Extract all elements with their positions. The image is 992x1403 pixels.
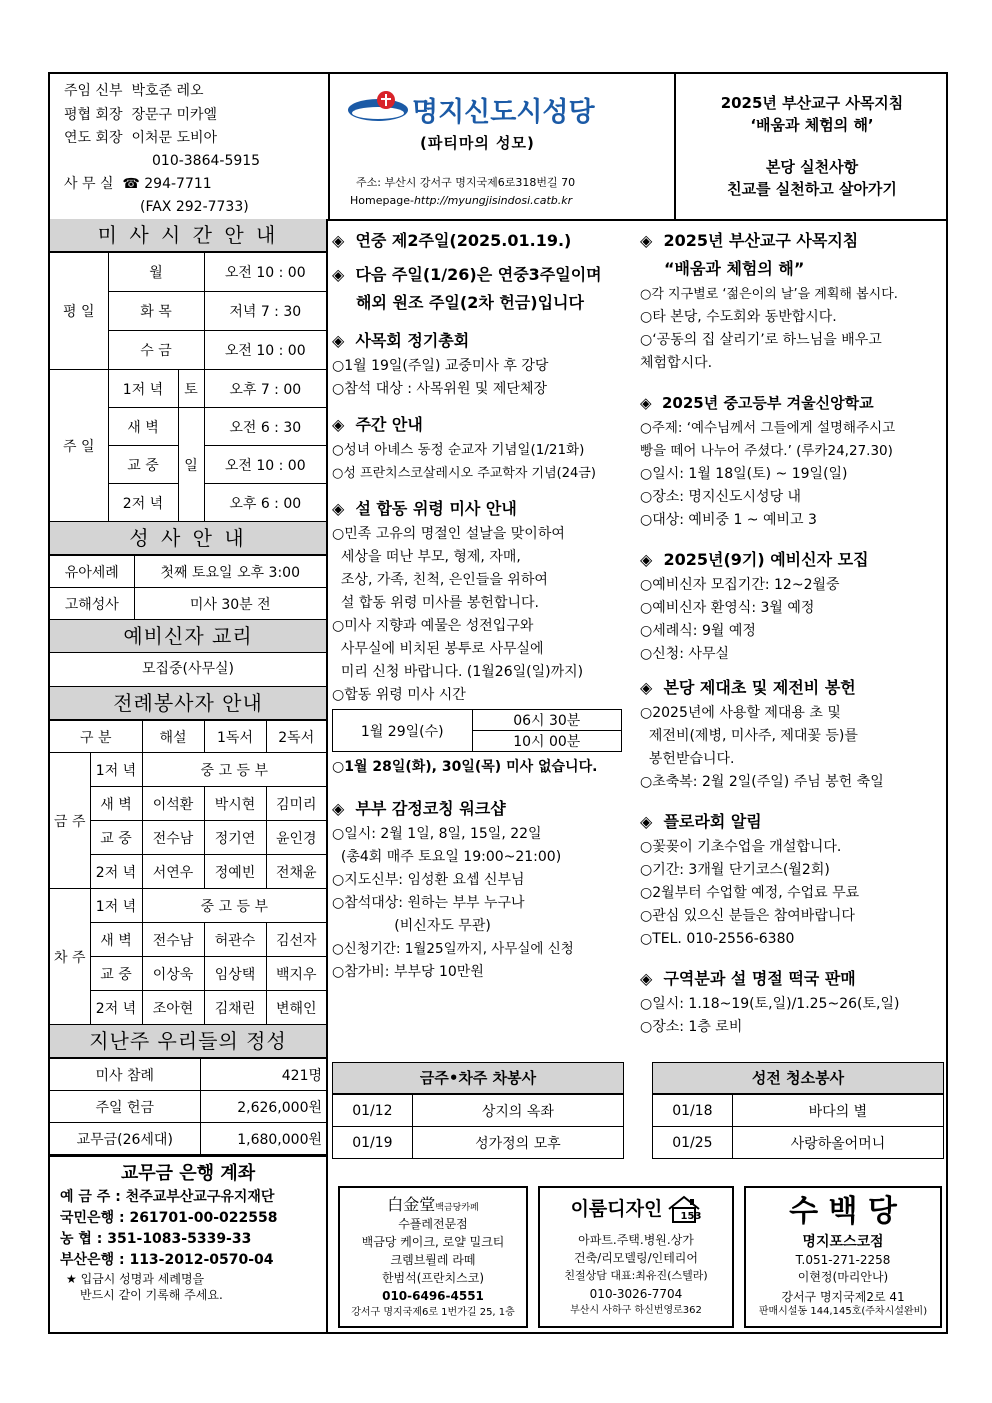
office-phone: 사 무 실 ☎ 294-7711 <box>64 176 212 192</box>
memorial-time: 10시 00분 <box>472 731 621 752</box>
diocese-guideline-theme: ‘배움과 체험의 해’ <box>750 116 874 134</box>
bank-row: 농 협 : 351-1083-5339-33 <box>60 1231 252 1247</box>
notice-heading: ◈ 연중 제2주일(2025.01.19.) <box>332 231 572 250</box>
cleaning-service-table <box>652 1094 944 1159</box>
server-name: 백지우 <box>266 957 326 991</box>
offering-value: 421명 <box>200 1059 326 1091</box>
notice-item: 빵을 떼어 나누어 주셨다.’ (루카24,27.30) <box>640 443 893 459</box>
ad-phone: 010-3026-7704 <box>589 1286 683 1301</box>
server-name: 조아현 <box>142 991 204 1025</box>
ad-line: 백금당 케이크, 로얄 밀크티 <box>361 1235 505 1249</box>
notice-item: 사무실에 비치된 봉투로 사무실에 <box>332 641 544 657</box>
sacrament-value: 미사 30분 전 <box>134 588 326 620</box>
middle-column <box>328 219 628 984</box>
ad-address: 강서구 명지국제2로 41 <box>781 1290 905 1304</box>
ad-address: 강서구 명지국제6로 1번가길 25, 1층 <box>351 1307 515 1318</box>
servers-mass: 새 벽 <box>90 787 142 821</box>
notice-item: 제전비(제병, 미사주, 제대꽃 등)를 <box>640 728 858 744</box>
mass-day: 새 벽 <box>108 408 178 446</box>
notice-item: ○2025년에 사용할 제대용 초 및 <box>640 705 841 721</box>
notice-item: ○타 본당, 수도회와 동반합시다. <box>640 309 837 325</box>
notice-heading: ◈ 플로라회 알림 <box>640 812 762 831</box>
servers-group-label: 차 주 <box>50 889 90 1025</box>
server-name: 김채린 <box>204 991 266 1025</box>
notice-item: 봉헌받습니다. <box>640 751 735 767</box>
ad-line: T.051-271-2258 <box>795 1253 891 1267</box>
mass-day: 1저 녁 <box>108 370 178 408</box>
notice-item: ○TEL. 010-2556-6380 <box>640 931 795 947</box>
notice-heading: 해외 원조 주일(2차 헌금)입니다 <box>356 293 584 312</box>
mass-time: 오후 6 : 00 <box>204 484 326 522</box>
cleaning-service <box>652 1062 944 1159</box>
mass-time: 오전 10 : 00 <box>204 253 326 292</box>
servers-group-label: 금 주 <box>50 753 90 889</box>
offering-name: 교무금(26세대) <box>50 1123 200 1155</box>
server-name: 전수남 <box>142 821 204 855</box>
server-name: 전수남 <box>142 923 204 957</box>
notice-item: 조상, 가족, 친척, 은인들을 위하여 <box>332 572 548 588</box>
service-group: 바다의 별 <box>732 1095 943 1127</box>
notice-item: ○2월부터 수업할 예정, 수업료 무료 <box>640 885 860 901</box>
service-group: 사랑하올어머니 <box>732 1127 943 1159</box>
ad-line: 친절상담 대표:최유진(스텔라) <box>564 1268 708 1282</box>
notice-item: ○성 프란치스코살레시오 주교학자 기념(24금) <box>332 466 596 481</box>
servers-group: 중 고 등 부 <box>142 889 326 923</box>
server-name: 이석환 <box>142 787 204 821</box>
notice-heading: ◈ 설 합동 위령 미사 안내 <box>332 499 517 518</box>
parish-logo-icon <box>346 88 410 128</box>
mass-day: 월 <box>108 253 204 292</box>
notice-heading: ◈ 구역분과 설 명절 떡국 판매 <box>640 969 856 988</box>
notice-item: ○일시: 1월 18일(토) ~ 19일(일) <box>640 466 848 482</box>
ad-subtitle: 백금당카페 <box>435 1203 479 1213</box>
memorial-date: 1월 29일(수) <box>333 710 473 752</box>
servers-mass: 교 중 <box>90 821 142 855</box>
notice-item: ○세례식: 9월 예정 <box>640 623 756 639</box>
ad-line: 명지포스코점 <box>802 1234 884 1250</box>
server-name: 임상택 <box>204 957 266 991</box>
ad-title: 白金堂 <box>387 1195 436 1214</box>
right-column <box>636 219 946 1039</box>
offering-value: 2,626,000원 <box>200 1091 326 1123</box>
bulletin-page <box>48 72 948 1334</box>
notice-item: ○초축복: 2월 2일(주일) 주님 봉헌 축일 <box>640 774 884 790</box>
servers-mass: 1저 녁 <box>90 753 142 787</box>
notice-item: ○참가비: 부부당 10만원 <box>332 964 484 980</box>
practice-text: 친교를 실천하고 살아가기 <box>727 180 897 198</box>
servers-col-header: 해설 <box>142 721 204 753</box>
notice-item: ○주제: ‘예수님께서 그들에게 설명해주시고 <box>640 420 896 436</box>
ad-phone: 010-6496-4551 <box>382 1289 484 1303</box>
notice-item: ○각 지구별로 ‘젊은이의 날’을 계획해 봅시다. <box>640 287 898 302</box>
mass-day: 수 금 <box>108 331 204 370</box>
offering-name: 미사 참례 <box>50 1059 200 1091</box>
mass-day: 화 목 <box>108 292 204 331</box>
ad-line: 아파트.주택.병원.상가 <box>578 1232 694 1247</box>
memorial-mass-table <box>332 709 622 752</box>
sacrament-table <box>50 555 326 620</box>
notice-item: ○예비신자 모집기간: 12~2월중 <box>640 577 840 593</box>
notice-item: ○1월 19일(주일) 교중미사 후 강당 <box>332 358 549 374</box>
mass-time: 오전 6 : 30 <box>204 408 326 446</box>
mass-day-sub: 토 <box>178 370 204 408</box>
office-fax: (FAX 292-7733) <box>140 199 249 215</box>
mass-time: 저녁 7 : 30 <box>204 292 326 331</box>
service-date: 01/12 <box>333 1095 413 1127</box>
mass-day: 2저 녁 <box>108 484 178 522</box>
staff-prayer-leader: 연도 회장 이처문 도비아 <box>64 130 218 146</box>
ad-line: 건축/리모델링/인테리어 <box>573 1250 698 1265</box>
notice-heading: ◈ 2025년(9기) 예비신자 모집 <box>640 550 869 569</box>
mass-schedule-table <box>50 252 326 522</box>
notice-item: ○기간: 3개월 단기코스(월2회) <box>640 862 830 878</box>
notice-item: ○장소: 1층 로비 <box>640 1019 743 1035</box>
bank-row: 예 금 주 : 천주교부산교구유지재단 <box>60 1189 275 1205</box>
service-group: 성가정의 모후 <box>412 1127 623 1159</box>
ad-address: 판매시설동 144,145호(주차시설완비) <box>758 1306 928 1317</box>
notice-item: (총4회 매주 토요일 19:00~21:00) <box>332 849 562 865</box>
mass-time: 오전 10 : 00 <box>204 446 326 484</box>
notice-heading: ◈ 2025년 부산교구 사목지침 <box>640 231 859 250</box>
offering-name: 주일 헌금 <box>50 1091 200 1123</box>
practice-title: 본당 실천사항 <box>765 158 859 176</box>
server-name: 박시현 <box>204 787 266 821</box>
sunday-label: 주 일 <box>50 370 108 522</box>
vehicle-service-table <box>332 1094 624 1159</box>
server-name: 변해인 <box>266 991 326 1025</box>
ad-line: 이현정(마리안나) <box>797 1270 889 1284</box>
servers-col-header: 구 분 <box>50 721 142 753</box>
server-name: 전채윤 <box>266 855 326 889</box>
notice-item: ○성녀 아녜스 동정 순교자 기념일(1/21화) <box>332 442 585 458</box>
parish-address: 주소: 부산시 강서구 명지국제6로318번길 70 <box>356 176 576 189</box>
parish-homepage[interactable]: Homepage-http://myungjisindosi.catb.kr <box>350 194 573 207</box>
staff-president: 평협 회장 장문구 미카엘 <box>64 107 218 123</box>
bulletin-header <box>50 74 948 221</box>
weekday-label: 평 일 <box>50 253 108 370</box>
notice-item: ○일시: 2월 1일, 8일, 15일, 22일 <box>332 826 542 842</box>
notice-item: ○장소: 명지신도시성당 내 <box>640 489 802 505</box>
servers-mass: 2저 녁 <box>90 991 142 1025</box>
notice-heading: ◈ 주간 안내 <box>332 415 423 434</box>
service-date: 01/18 <box>653 1095 733 1127</box>
mass-time: 오후 7 : 00 <box>204 370 326 408</box>
ad-title: 수 백 당 <box>789 1194 897 1229</box>
ad-line: 한범석(프란치스코) <box>381 1271 485 1285</box>
servers-mass: 교 중 <box>90 957 142 991</box>
notice-item: ○지도신부: 임성환 요셉 신부님 <box>332 872 525 888</box>
vehicle-service <box>332 1062 624 1159</box>
notice-item: ○신청: 사무실 <box>640 646 730 662</box>
notice-item: ○참석대상: 원하는 부부 누구나 <box>332 895 525 911</box>
ad-line: 크렘브륄레 라떼 <box>390 1253 476 1267</box>
notice-item: ○일시: 1.18~19(토,일)/1.25~26(토,일) <box>640 996 900 1012</box>
sacrament-name: 유아세례 <box>50 556 134 588</box>
notice-item: 체험합시다. <box>640 355 713 371</box>
notice-item: ○1월 28일(화), 30일(목) 미사 없습니다. <box>332 759 598 775</box>
servers-col-header: 2독서 <box>266 721 326 753</box>
server-name: 김선자 <box>266 923 326 957</box>
server-name: 윤인경 <box>266 821 326 855</box>
parish-name: 명지신도시성당 <box>412 97 595 128</box>
mass-day-sub: 일 <box>178 408 204 522</box>
server-name: 서연우 <box>142 855 204 889</box>
notice-item: ○대상: 예비중 1 ~ 예비고 3 <box>640 512 817 528</box>
notice-heading: “배움과 체험의 해” <box>664 259 805 278</box>
offering-value: 1,680,000원 <box>200 1123 326 1155</box>
servers-title: 전례봉사자 안내 <box>50 686 326 720</box>
catechumen-title: 예비신자 교리 <box>50 620 326 653</box>
server-name: 정예빈 <box>204 855 266 889</box>
mass-time: 오전 10 : 00 <box>204 331 326 370</box>
staff-phone: 010-3864-5915 <box>152 153 261 169</box>
ad-baekgeumdang <box>338 1186 528 1328</box>
notice-item: ○민족 고유의 명절인 설날을 맞이하여 <box>332 526 565 542</box>
notice-item: ○관심 있으신 분들은 참여바랍니다 <box>640 908 855 924</box>
sacrament-value: 첫째 토요일 오후 3:00 <box>134 556 326 588</box>
notice-item: ○미사 지향과 예물은 성전입구와 <box>332 618 534 634</box>
bank-note: 반드시 같이 기록해 주세요. <box>80 1288 223 1302</box>
offering-title: 지난주 우리들의 정성 <box>50 1025 326 1058</box>
notice-heading: ◈ 부부 감정코칭 워크샵 <box>332 799 506 818</box>
offering-table <box>50 1058 326 1155</box>
notice-heading: ◈ 다음 주일(1/26)은 연중3주일이며 <box>332 265 602 284</box>
notice-item: ○꽃꽂이 기초수업을 개설합니다. <box>640 839 842 855</box>
bank-note: ★ 입금시 성명과 세례명을 <box>66 1272 205 1286</box>
parish-subtitle: (파티마의 성모) <box>420 134 535 152</box>
server-name: 이상욱 <box>142 957 204 991</box>
ad-line: 수플레전문점 <box>398 1217 468 1231</box>
mass-schedule-title: 미 사 시 간 안 내 <box>50 219 326 252</box>
notice-heading: ◈ 2025년 중고등부 겨울신앙학교 <box>640 394 874 412</box>
notice-item: ○예비신자 환영식: 3월 예정 <box>640 600 815 616</box>
servers-mass: 새 벽 <box>90 923 142 957</box>
servers-group: 중 고 등 부 <box>142 753 326 787</box>
notice-item: ○‘공동의 집 살리기’로 하느님을 배우고 <box>640 332 882 348</box>
vehicle-service-title: 금주•차주 차봉사 <box>332 1062 624 1094</box>
server-name: 허관수 <box>204 923 266 957</box>
notice-item: 세상을 떠난 부모, 형제, 자매, <box>332 549 521 565</box>
servers-table <box>50 720 326 1025</box>
cleaning-service-title: 성전 청소봉사 <box>652 1062 944 1094</box>
sacrament-name: 고해성사 <box>50 588 134 620</box>
mass-day: 교 중 <box>108 446 178 484</box>
ad-irum-design <box>538 1186 734 1328</box>
service-date: 01/25 <box>653 1127 733 1159</box>
service-date: 01/19 <box>333 1127 413 1159</box>
bank-row: 국민은행 : 261701-00-022558 <box>60 1210 278 1226</box>
notice-item: (비신자도 무관) <box>332 918 491 934</box>
ad-number: 153 <box>680 1211 702 1222</box>
notice-item: ○신청기간: 1월25일까지, 사무실에 신청 <box>332 941 574 957</box>
bank-row: 부산은행 : 113-2012-0570-04 <box>60 1252 274 1268</box>
sacrament-title: 성 사 안 내 <box>50 522 326 555</box>
server-name: 김미리 <box>266 787 326 821</box>
notice-item: 설 합동 위령 미사를 봉헌합니다. <box>332 595 539 611</box>
ad-title: 이룸디자인 <box>570 1198 663 1220</box>
notice-heading: ◈ 본당 제대초 및 제전비 봉헌 <box>640 678 856 697</box>
ad-address: 부산시 사하구 하신번영로362 <box>570 1304 702 1316</box>
staff-priest: 주임 신부 박호준 레오 <box>64 83 204 99</box>
ad-subaekdang <box>744 1186 942 1328</box>
memorial-time: 06시 30분 <box>472 710 621 731</box>
service-group: 상지의 옥좌 <box>412 1095 623 1127</box>
servers-mass: 2저 녁 <box>90 855 142 889</box>
diocese-guideline-title: 2025년 부산교구 사목지침 <box>720 94 904 112</box>
notice-heading: ◈ 사목회 정기총회 <box>332 331 470 350</box>
servers-mass: 1저 녁 <box>90 889 142 923</box>
bank-title: 교무금 은행 계좌 <box>120 1163 256 1184</box>
left-column <box>50 219 328 1334</box>
catechumen-value: 모집중(사무실) <box>141 661 235 677</box>
server-name: 정기연 <box>204 821 266 855</box>
notice-item: 미리 신청 바랍니다. (1월26일(일)까지) <box>332 664 584 680</box>
notice-item: ○합동 위령 미사 시간 <box>332 687 466 703</box>
servers-col-header: 1독서 <box>204 721 266 753</box>
notice-item: ○참석 대상 : 사목위원 및 제단체장 <box>332 381 547 397</box>
